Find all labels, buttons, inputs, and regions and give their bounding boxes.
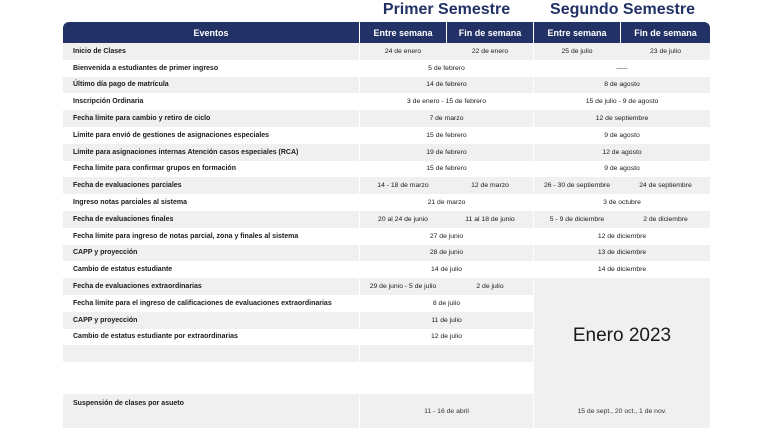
table-row bbox=[63, 177, 710, 194]
calendar-table bbox=[63, 22, 710, 428]
second-semester-merged-note: Enero 2023 bbox=[534, 278, 710, 394]
first-semester-value: 11 de julio bbox=[431, 316, 462, 324]
table-row bbox=[63, 228, 710, 245]
second-semester-value: 12 de agosto bbox=[602, 148, 642, 156]
event-label: Fecha de evaluaciones finales bbox=[73, 215, 174, 223]
second-semester-value: 14 de diciembre bbox=[597, 266, 647, 274]
table-row bbox=[63, 394, 710, 428]
second-semester-weekday-value: 25 de julio bbox=[561, 47, 593, 55]
first-semester-value: 19 de febrero bbox=[426, 148, 467, 156]
first-semester-value: 28 de junio bbox=[429, 249, 464, 257]
event-label: CAPP y proyección bbox=[73, 249, 138, 257]
event-label: Fecha límite para confirmar grupos en formación bbox=[73, 165, 236, 173]
first-semester-value: 3 de enero - 15 de febrero bbox=[407, 98, 486, 106]
table-row bbox=[63, 43, 710, 60]
first-semester-weekday-value: 24 de enero bbox=[384, 47, 422, 55]
column-divider bbox=[533, 43, 534, 428]
first-semester-value: 15 de febrero bbox=[426, 165, 467, 173]
second-semester-weekend-value: 2 de diciembre bbox=[643, 215, 688, 223]
event-label: Límite para envió de gestiones de asignaciones especiales bbox=[73, 131, 270, 139]
header-events: Eventos bbox=[63, 22, 359, 43]
first-semester-value: 12 de julio bbox=[431, 333, 462, 341]
first-semester-weekend-value: 2 de julio bbox=[476, 283, 504, 291]
second-semester-value: 15 de sept., 20 oct., 1 de nov. bbox=[577, 408, 667, 415]
second-semester-value: 15 de julio - 9 de agosto bbox=[585, 98, 659, 106]
event-label: Inicio de Clases bbox=[73, 47, 126, 55]
event-label: Cambio de estatus estudiante por extraordinarias bbox=[73, 333, 238, 341]
table-row bbox=[63, 161, 710, 178]
table-row bbox=[63, 127, 710, 144]
second-semester-value: 9 de agosto bbox=[604, 131, 640, 139]
first-semester-value: 5 de febrero bbox=[428, 64, 465, 72]
event-label: Fecha de evaluaciones parciales bbox=[73, 182, 182, 190]
event-label: CAPP y proyección bbox=[73, 316, 138, 324]
second-semester-value: 3 de octubre bbox=[603, 199, 641, 207]
first-semester-value: 21 de marzo bbox=[427, 199, 466, 207]
table-row bbox=[63, 110, 710, 127]
first-semester-weekend-value: 22 de enero bbox=[471, 47, 509, 55]
first-semester-weekend-value: 11 al 18 de junio bbox=[465, 215, 515, 223]
first-semester-title: Primer Semestre bbox=[382, 1, 511, 18]
event-label: Fecha límite para cambio y retiro de ciclo bbox=[73, 115, 211, 123]
event-label: Cambio de estatus estudiante bbox=[73, 266, 173, 274]
header-weekday-second: Entre semana bbox=[534, 22, 620, 43]
first-semester-value: 27 de junio bbox=[429, 232, 464, 240]
second-semester-weekday-value: 5 - 9 de diciembre bbox=[549, 215, 605, 223]
table-row bbox=[63, 211, 710, 228]
event-label: Suspensión de clases por asueto bbox=[73, 400, 184, 407]
first-semester-value: 14 de julio bbox=[431, 266, 462, 274]
event-label: Fecha límite para ingreso de notas parcial, zona y finales al sistema bbox=[73, 232, 299, 240]
event-label: Fecha límite para el ingreso de calificaciones de evaluaciones extraordinarias bbox=[73, 299, 332, 307]
first-semester-weekday-value: 29 de junio - 5 de julio bbox=[369, 283, 437, 291]
first-semester-weekday-value: 20 al 24 de junio bbox=[378, 215, 428, 223]
event-label: Inscripción Ordinaria bbox=[73, 98, 144, 106]
second-semester-title: Segundo Semestre bbox=[550, 1, 695, 18]
second-semester-value: 9 de agosto bbox=[604, 165, 640, 173]
first-semester-weekend-value: 12 de marzo bbox=[471, 182, 509, 190]
header-weekend-first: Fin de semana bbox=[447, 22, 533, 43]
table-row bbox=[63, 245, 710, 262]
second-semester-weekday-value: 26 - 30 de septiembre bbox=[543, 182, 611, 190]
event-label: Fecha de evaluaciones extraordinarias bbox=[73, 283, 202, 291]
event-label bbox=[63, 345, 359, 362]
first-semester-value: 7 de marzo bbox=[429, 115, 464, 123]
first-semester-weekday-value: 14 - 18 de marzo bbox=[377, 182, 429, 190]
event-label: Límite para asignaciones internas Atención casos especiales (RCA) bbox=[73, 148, 299, 156]
first-semester-value: 8 de julio bbox=[432, 299, 461, 307]
first-semester-value: 15 de febrero bbox=[426, 131, 467, 139]
second-semester-weekend-value: 24 de septiembre bbox=[639, 182, 692, 190]
table-row bbox=[63, 144, 710, 161]
table-row bbox=[63, 77, 710, 94]
table-row bbox=[63, 261, 710, 278]
table-row bbox=[63, 194, 710, 211]
second-semester-value: 12 de septiembre bbox=[595, 115, 649, 123]
table-row bbox=[63, 60, 710, 77]
table-row bbox=[63, 93, 710, 110]
event-label bbox=[63, 362, 359, 379]
first-semester-value: 14 de febrero bbox=[426, 81, 467, 89]
column-divider bbox=[359, 43, 360, 428]
second-semester-weekend-value: 23 de julio bbox=[650, 47, 681, 55]
second-semester-value: ----- bbox=[616, 64, 628, 72]
second-semester-value: 8 de agosto bbox=[604, 81, 640, 89]
event-label: Último día pago de matrícula bbox=[73, 81, 169, 89]
header-weekday-first: Entre semana bbox=[360, 22, 446, 43]
event-label: Bienvenida a estudiantes de primer ingreso bbox=[73, 64, 219, 72]
second-semester-value: 13 de diciembre bbox=[597, 249, 647, 257]
first-semester-value: 11 - 16 de abril bbox=[424, 408, 469, 415]
header-weekend-second: Fin de semana bbox=[621, 22, 710, 43]
event-label: Ingreso notas parciales al sistema bbox=[73, 199, 187, 207]
second-semester-value: 12 de diciembre bbox=[597, 232, 647, 240]
